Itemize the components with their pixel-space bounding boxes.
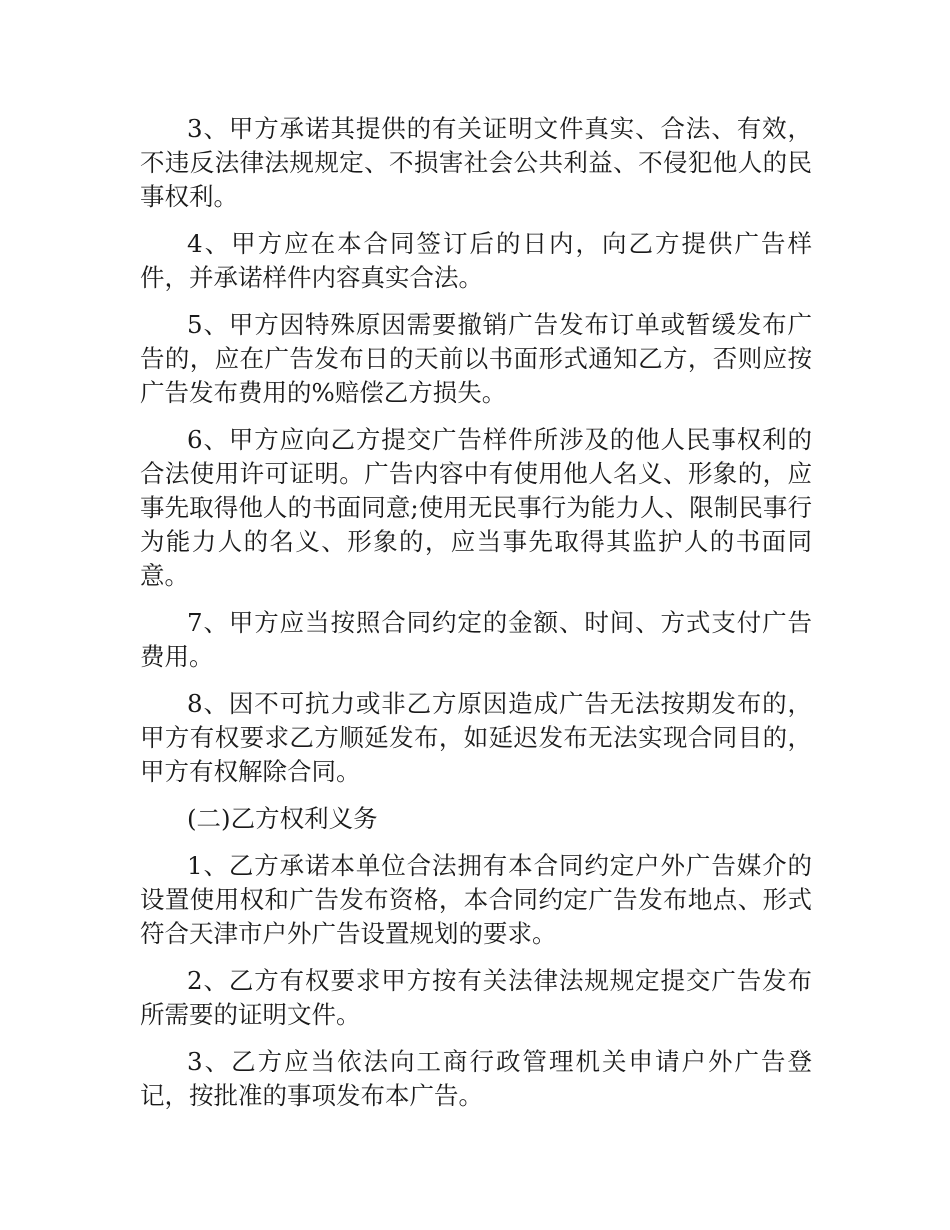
clause-a-6: 6、甲方应向乙方提交广告样件所涉及的他人民事权利的合法使用许可证明。广告内容中有使用他人名义、形象的，应事先取得他人的书面同意;使用无民事行为能力人、限制民事行为能力人的名义、形象的，应当事先取得其监护人的书面同意。 (140, 425, 812, 590)
clause-a-5: 5、甲方因特殊原因需要撤销广告发布订单或暂缓发布广告的，应在广告发布日的天前以书面形式通知乙方，否则应按广告发布费用的%赔偿乙方损失。 (140, 310, 812, 407)
clause-b-2: 2、乙方有权要求甲方按有关法律法规规定提交广告发布所需要的证明文件。 (140, 966, 812, 1029)
clause-b-1: 1、乙方承诺本单位合法拥有本合同约定户外广告媒介的设置使用权和广告发布资格，本合同约定广告发布地点、形式符合天津市户外广告设置规划的要求。 (140, 851, 812, 948)
clause-a-4: 4、甲方应在本合同签订后的日内，向乙方提供广告样件，并承诺样件内容真实合法。 (140, 229, 812, 292)
clause-a-8: 8、因不可抗力或非乙方原因造成广告无法按期发布的，甲方有权要求乙方顺延发布，如延迟发布无法实现合同目的，甲方有权解除合同。 (140, 689, 812, 786)
clause-a-3: 3、甲方承诺其提供的有关证明文件真实、合法、有效，不违反法律法规规定、不损害社会公共利益、不侵犯他人的民事权利。 (140, 114, 812, 211)
section-heading-party-b: (二)乙方权利义务 (187, 804, 378, 833)
clause-b-3: 3、乙方应当依法向工商行政管理机关申请户外广告登记，按批准的事项发布本广告。 (140, 1047, 812, 1110)
clause-a-7: 7、甲方应当按照合同约定的金额、时间、方式支付广告费用。 (140, 608, 812, 671)
document-body (140, 112, 812, 1126)
